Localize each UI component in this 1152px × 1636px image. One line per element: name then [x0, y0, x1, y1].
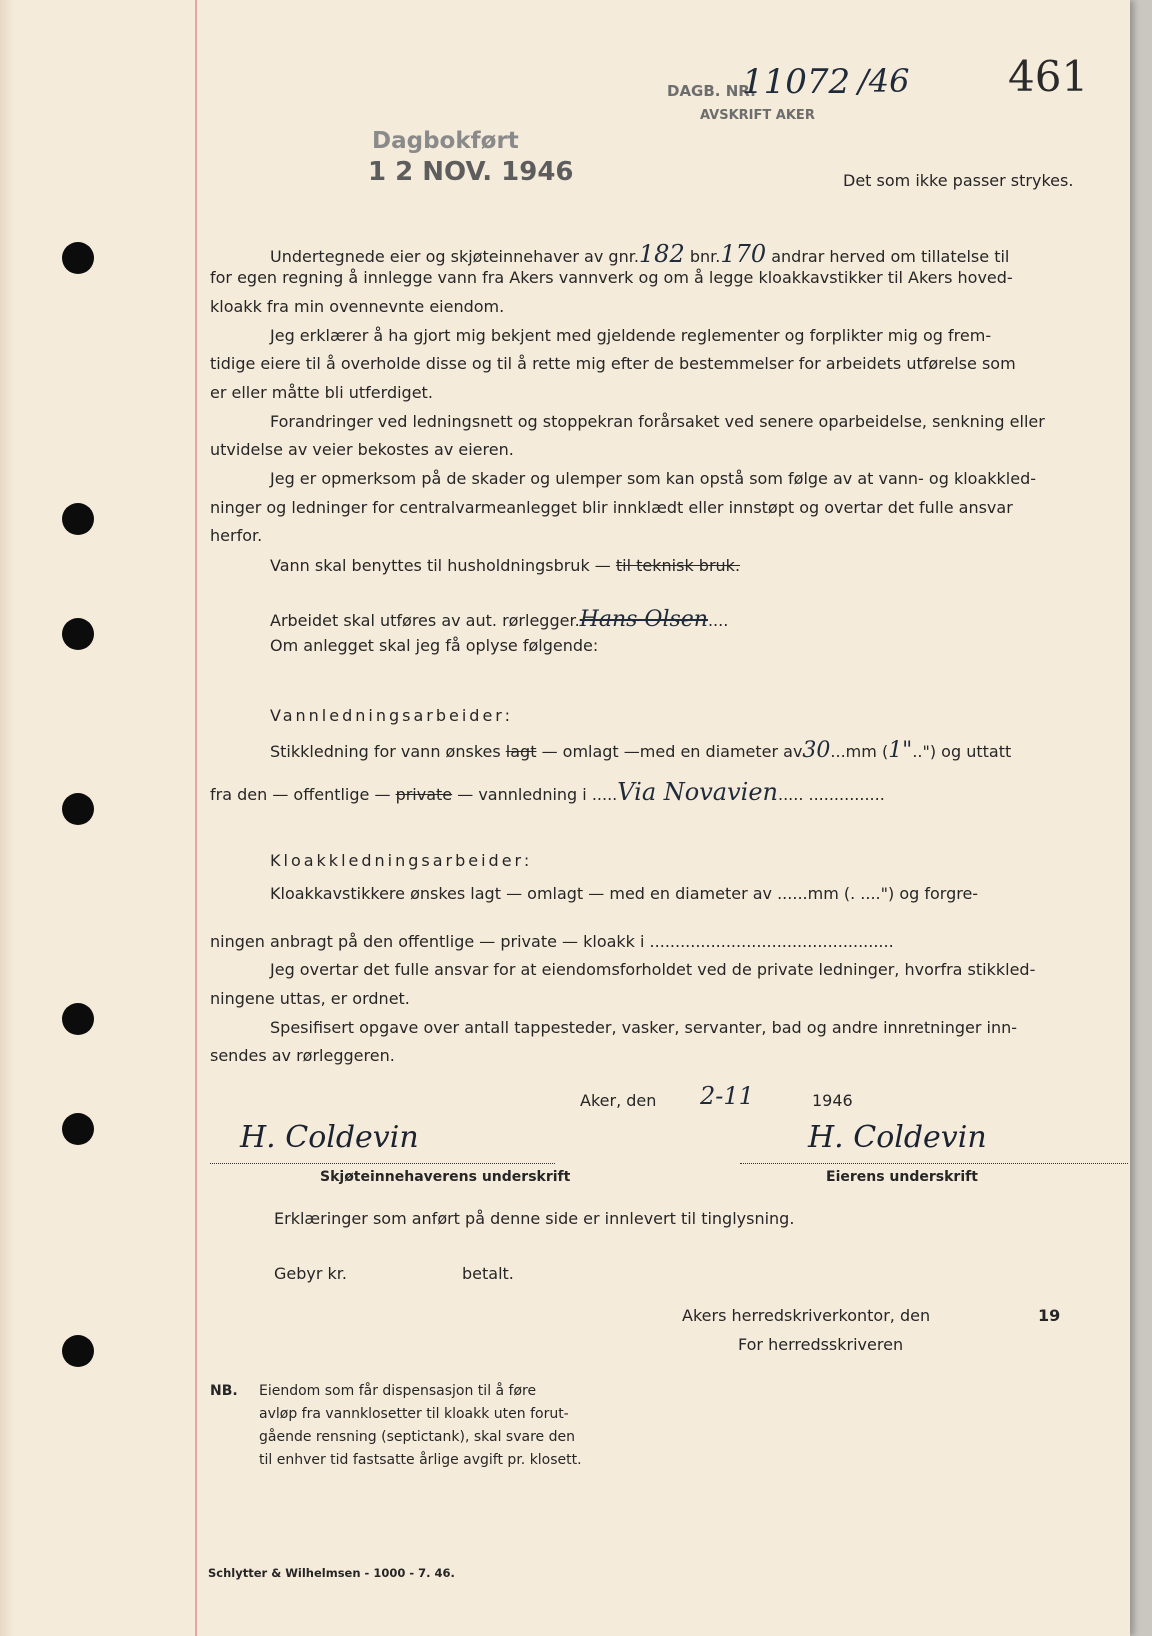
margin-line: [195, 0, 197, 1636]
strike-note: Det som ikke passer strykes.: [843, 171, 1074, 190]
water-text-f: — vannledning i .....: [457, 785, 618, 804]
water-text-g: ..... ...............: [777, 785, 885, 804]
year-value: 1946: [812, 1091, 853, 1110]
nb-line-4: til enhver tid fastsatte årlige avgift pr. klosett.: [259, 1452, 582, 1468]
info-line: Om anlegget skal jeg få oplyse følgende:: [270, 636, 599, 655]
place-label: Aker, den: [580, 1091, 657, 1110]
sewer-line-1: Kloakkavstikkere ønskes lagt — omlagt — med en diameter av ......mm (. ....") og forgre-: [270, 884, 979, 903]
gnr-value: 182: [638, 240, 685, 268]
dagb-label: DAGB. NR.: [667, 82, 756, 100]
printer-line: Schlytter & Wilhelmsen - 1000 - 7. 46.: [208, 1566, 455, 1580]
left-signature-line: [210, 1163, 555, 1164]
fee-paid: betalt.: [462, 1264, 514, 1283]
punch-hole: [62, 1003, 94, 1035]
water-text-e: fra den — offentlige —: [210, 785, 391, 804]
usage-struck: til teknisk bruk.: [615, 556, 741, 575]
usage-line: [270, 556, 740, 575]
plumber-name: Hans Olsen: [579, 607, 708, 632]
office-line-2: For herredsskriveren: [738, 1335, 904, 1354]
bnr-label: bnr.: [689, 247, 721, 266]
punch-hole: [62, 1335, 94, 1367]
plumber-label: Arbeidet skal utføres av aut. rørlegger.: [270, 611, 580, 630]
punch-hole: [62, 793, 94, 825]
water-text-b: — omlagt —med en diameter av: [541, 742, 803, 761]
para3-line-3: herfor.: [210, 526, 263, 545]
right-signature-line: [740, 1163, 1128, 1164]
water-road: Via Novavien: [617, 778, 778, 806]
para1-line-2: tidige eiere til å overholde disse og til å rette mig efter de bestemmelser for arbeidets utførelse som: [210, 354, 1016, 373]
water-line-2: [210, 778, 885, 806]
page-number: 461: [1008, 52, 1089, 101]
office-line-1: Akers herredskriverkontor, den: [682, 1306, 931, 1325]
water-text-c: ...mm (: [830, 742, 889, 761]
water-heading: Vannledningsarbeider:: [270, 706, 513, 725]
water-text-a: Stikkledning for vann ønskes: [270, 742, 501, 761]
para2-line-2: utvidelse av veier bekostes av eieren.: [210, 440, 514, 459]
left-signature: H. Coldevin: [240, 1120, 419, 1155]
punch-hole: [62, 618, 94, 650]
page-edge: [0, 0, 14, 1636]
para1-line-3: er eller måtte bli utferdiget.: [210, 383, 433, 402]
plumber-line: [270, 607, 728, 632]
punch-hole: [62, 503, 94, 535]
bnr-value: 170: [720, 240, 767, 268]
para4-line-1: Jeg overtar det fulle ansvar for at eiendomsforholdet ved de private ledninger, hvorfra stikkled-: [270, 960, 1036, 979]
declaration: Erklæringer som anført på denne side er innlevert til tinglysning.: [274, 1209, 795, 1228]
para5-line-2: sendes av rørleggeren.: [210, 1046, 395, 1065]
para3-line-2: ninger og ledninger for centralvarmeanlegget blir innklædt eller innstøpt og overtar det fulle ansvar: [210, 498, 1013, 517]
intro-post-bnr: andrar herved om tillatelse til: [771, 247, 1010, 266]
intro-line-3: kloakk fra min ovennevnte eiendom.: [210, 297, 505, 316]
plumber-dots: ....: [707, 611, 729, 630]
para3-line-1: Jeg er opmerksom på de skader og ulemper som kan opstå som følge av at vann- og kloakkled-: [270, 469, 1036, 488]
right-signature-label: Eierens underskrift: [826, 1169, 978, 1185]
stamp-date: 1 2 NOV. 1946: [368, 157, 574, 187]
water-private-struck: private: [395, 785, 453, 804]
water-lagt-struck: lagt: [505, 742, 537, 761]
nb-line-3: gående rensning (septictank), skal svare den: [259, 1429, 575, 1445]
intro-line-1: [270, 240, 1009, 268]
sewer-heading: Kloakkledningsarbeider:: [270, 851, 533, 870]
water-diameter-in: 1": [888, 738, 913, 763]
para2-line-1: Forandringer ved ledningsnett og stoppekran forårsaket ved senere oparbeidelse, senkning eller: [270, 412, 1045, 431]
punch-hole: [62, 242, 94, 274]
date-value: 2-11: [700, 1082, 754, 1110]
water-line-1: [270, 738, 1011, 763]
right-signature: H. Coldevin: [808, 1120, 987, 1155]
intro-line-2: for egen regning å innlegge vann fra Akers vannverk og om å legge kloakkavstikker til Akers hoved-: [210, 268, 1013, 287]
para4-line-2: ningene uttas, er ordnet.: [210, 989, 410, 1008]
fee-label: Gebyr kr.: [274, 1264, 347, 1283]
usage-text: Vann skal benyttes til husholdningsbruk —: [270, 556, 611, 575]
left-signature-label: Skjøteinnehaverens underskrift: [320, 1169, 571, 1185]
dagb-number: 11072: [742, 62, 851, 102]
avskrift-stamp: AVSKRIFT AKER: [700, 108, 815, 123]
para5-line-1: Spesifisert opgave over antall tappesteder, vasker, servanter, bad og andre innretninger inn-: [270, 1018, 1018, 1037]
nb-label: NB.: [210, 1383, 238, 1399]
stamp-title: Dagbokført: [372, 128, 519, 154]
water-diameter-mm: 30: [802, 738, 831, 763]
punch-hole: [62, 1113, 94, 1145]
nb-line-1: Eiendom som får dispensasjon til å føre: [259, 1383, 537, 1399]
office-year-prefix: 19: [1038, 1306, 1061, 1325]
nb-line-2: avløp fra vannklosetter til kloakk uten forut-: [259, 1406, 569, 1422]
para1-line-1: Jeg erklærer å ha gjort mig bekjent med gjeldende reglementer og forplikter mig og frem-: [270, 326, 992, 345]
sewer-line-2: ningen anbragt på den offentlige — private — kloakk i ................................................: [210, 932, 894, 951]
intro-pre-gnr: Undertegnede eier og skjøteinnehaver av gnr.: [270, 247, 639, 266]
dagb-year: /46: [858, 62, 910, 100]
water-text-d: ..") og uttatt: [912, 742, 1012, 761]
